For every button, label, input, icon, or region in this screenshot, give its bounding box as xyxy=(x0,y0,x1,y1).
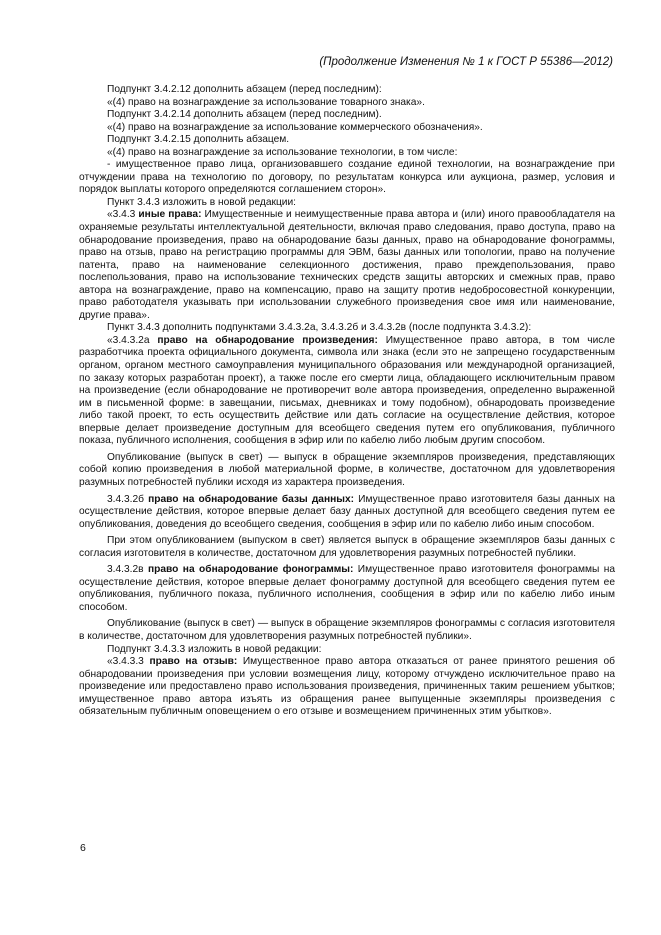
paragraph-text: Пункт 3.4.3 дополнить подпунктами 3.4.3.2а, 3.4.3.2б и 3.4.3.2в (после подпункта 3.4.3.2): xyxy=(107,322,532,334)
defined-term: право на отзыв: xyxy=(149,656,238,668)
paragraph xyxy=(79,122,615,135)
clause-number: «3.4.3.2а xyxy=(107,334,158,346)
document-body xyxy=(79,84,615,719)
paragraph-text: Опубликование (выпуск в свет) — выпуск в обращение экземпляров фонограммы с согласия изготовителя в количестве, достаточном для удовлетворения разумных потребностей публики». xyxy=(79,618,615,642)
clause-number: «3.4.3 xyxy=(107,209,139,221)
paragraph-text: Подпункт 3.4.2.14 дополнить абзацем (перед последним). xyxy=(107,109,382,121)
paragraph xyxy=(79,494,615,532)
paragraph-text: Пункт 3.4.3 изложить в новой редакции: xyxy=(107,196,297,208)
paragraph-text: Имущественное право изготовителя фонограммы на осуществление действия, которое впервые делает фонограмму доступной для всеобщего сведения путем ее опубликования, публичного показа, публичного исполнения, сообщения в эфир или по кабелю либо иным способом. xyxy=(79,564,616,613)
paragraph xyxy=(79,618,615,643)
paragraph xyxy=(79,147,615,160)
defined-term: право на обнародование фонограммы: xyxy=(148,564,354,576)
paragraph-text: Имущественные и неимущественные права автора и (или) иного правообладателя на охраняемые результаты интеллектуальной деятельности, включая право следования, право доступа, право на обнародование произведения, право на обнародование базы данных, право на обнародование фонограммы, право на отзыв, право на регистрацию программы для ЭВМ, базы данных или топологии, право на получение патента, право на наименование селекционного достижения, право преждепользования, право послепользования, право на использование технических средств защиты авторских и смежных прав, право автора на вознаграждение, право на компенсацию, право на защиту против недобросовестной конкуренции, право работодателя указывать при использовании служебного произведения свое имя или наименование, другие права». xyxy=(79,209,616,321)
paragraph-text: Подпункт 3.4.2.15 дополнить абзацем. xyxy=(107,134,290,146)
paragraph xyxy=(79,84,615,97)
clause-number: «3.4.3.3 xyxy=(107,656,150,668)
paragraph-text: Опубликование (выпуск в свет) — выпуск в обращение экземпляров произведения, представляющих собой копию произведения в любой материальной форме, в количестве, достаточном для удовлетворения разумных потребностей публики исходя из характера произведения. xyxy=(79,451,615,488)
paragraph-text: Имущественное право изготовителя базы данных на осуществление действия, которое впервые делает базу данных доступной для всеобщего сведения путем ее опубликования, доведения до всеобщего сведения, сообщения в эфир или по кабелю либо иным способом. xyxy=(79,493,615,530)
paragraph-text: Имущественное право автора отказаться от ранее принятого решения об обнародовании произведения при условии возмещения лицу, которому отчуждено исключительное право на произведение или предоставлено право использования произведения, причиненных таким решением убытков; имущественное право автора изъять из обращения ранее выпущенные экземпляры произведения с обязательным публичным оповещением о его отзыве и возмещением причиненных этим убытков». xyxy=(79,656,616,718)
paragraph xyxy=(79,322,615,335)
paragraph-text: - имущественное право лица, организовавшего создание единой технологии, на вознаграждение при отчуждении права на технологию по договору, по результатам конкурса или аукциона, размер, условия и порядок выплаты которого определяются соглашением сторон». xyxy=(79,159,615,196)
paragraph xyxy=(79,97,615,110)
page-number: 6 xyxy=(80,842,86,854)
paragraph-text: При этом опубликованием (выпуском в свет) является выпуск в обращение экземпляров базы данных с согласия изготовителя в количестве, достаточном для удовлетворения разумных потребностей публики. xyxy=(79,535,615,559)
clause-number: 3.4.3.2б xyxy=(107,493,149,505)
paragraph xyxy=(79,564,615,614)
paragraph-text: Подпункт 3.4.3.3 изложить в новой редакции: xyxy=(107,643,322,655)
defined-term: право на обнародование базы данных: xyxy=(148,493,355,505)
paragraph xyxy=(79,197,615,210)
paragraph xyxy=(79,159,615,197)
paragraph-text: «(4) право на вознаграждение за использование технологии, в том числе: xyxy=(107,146,458,158)
paragraph xyxy=(79,535,615,560)
paragraph xyxy=(79,335,615,448)
running-header: (Продолжение Изменения № 1 к ГОСТ Р 55386—2012) xyxy=(319,56,613,68)
clause-number: 3.4.3.2в xyxy=(107,564,148,576)
paragraph xyxy=(79,134,615,147)
paragraph-text: «(4) право на вознаграждение за использование коммерческого обозначения». xyxy=(107,121,483,133)
defined-term: иные права: xyxy=(138,209,202,221)
paragraph xyxy=(79,109,615,122)
paragraph xyxy=(79,452,615,490)
paragraph xyxy=(79,656,615,719)
paragraph xyxy=(79,209,615,322)
paragraph-text: Подпункт 3.4.2.12 дополнить абзацем (перед последним): xyxy=(107,84,382,95)
paragraph-text: «(4) право на вознаграждение за использование товарного знака». xyxy=(107,96,425,108)
paragraph xyxy=(79,644,615,657)
paragraph-text: Имущественное право автора, в том числе разработчика проекта официального документа, символа или знака (если это не запрещено государственным органом, органом местного самоуправления муниципального образования или международной организацией, по заказу которых разработан проект), а также после его смерти лица, обладающего исключительным правом на произведение (если обнародование не противоречит воле автора произведения, определенно выраженной им в письменной форме: в завещании, письмах, дневниках и тому подобном), обнародовать произведение либо такой проект, то есть осуществить действие или дать согласие на осуществление действия, которое впервые делает произведение доступным для всеобщего сведения путем его опубликования, публичного показа, публичного исполнения, сообщения в эфир или по кабелю либо любым другим способом. xyxy=(79,334,615,447)
defined-term: право на обнародование произведения: xyxy=(157,334,378,346)
